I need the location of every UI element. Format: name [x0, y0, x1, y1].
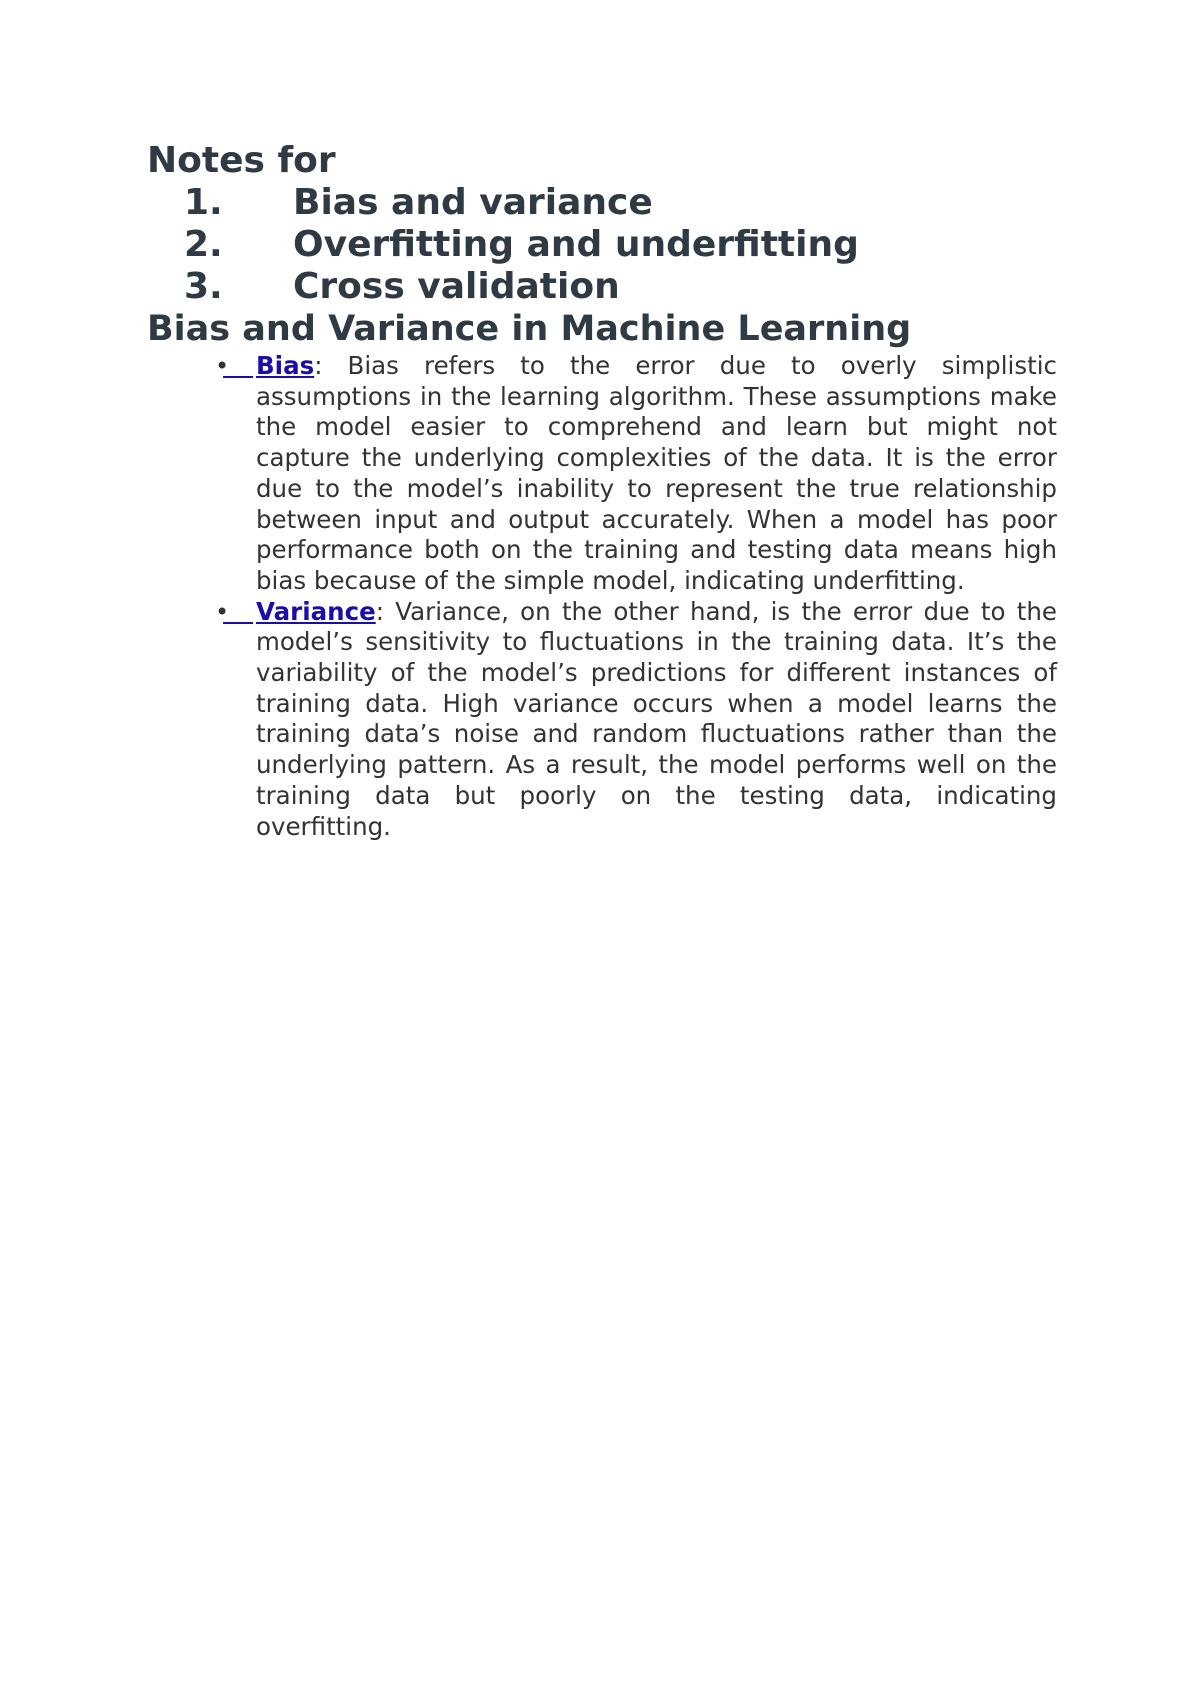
definition-item-bias — [147, 351, 1057, 597]
definition-item-variance — [147, 597, 1057, 843]
topic-item — [147, 266, 1057, 308]
bullet-icon: • — [215, 352, 230, 380]
section-title: Bias and Variance in Machine Learning — [147, 309, 912, 349]
notes-heading: Notes for — [147, 140, 336, 181]
bias-definition-text: : Bias refers to the error due to overly simplistic assumptions in the learning algorithm. These assumptions make the model easier to comprehend and learn but might not capture the underlying complexities of the data. It is the error due to the model’s inability to represent the true relationship between input and output accurately. When a model has poor performance both on the training and testing data means high bias because of the simple model, indicating underfitting. — [256, 351, 1057, 595]
topic-label: Cross validation — [293, 266, 620, 307]
link-underline — [223, 594, 253, 624]
topic-item — [147, 182, 1057, 224]
link-underline — [223, 348, 253, 378]
variance-definition-text: : Variance, on the other hand, is the error due to the model’s sensitivity to fluctuations in the training data. It’s the variability of the model’s predictions for different instances of training data. High variance occurs when a model learns the training data’s noise and random fluctuations rather than the underlying pattern. As a result, the model performs well on the training data but poorly on the testing data, indicating overfitting. — [256, 596, 1057, 841]
topic-item — [147, 224, 1057, 266]
topic-label: Overfitting and underfitting — [293, 224, 859, 265]
variance-link[interactable]: Variance — [256, 596, 376, 626]
bias-link[interactable]: Bias — [256, 351, 315, 380]
topic-number: 1. — [184, 182, 223, 223]
topic-label: Bias and variance — [293, 182, 653, 223]
topic-number: 2. — [184, 224, 223, 265]
document-page — [147, 140, 1057, 842]
topic-number: 3. — [184, 266, 223, 307]
definitions-list — [147, 351, 1057, 842]
bullet-icon: • — [215, 597, 230, 626]
topics-list — [147, 182, 1057, 308]
